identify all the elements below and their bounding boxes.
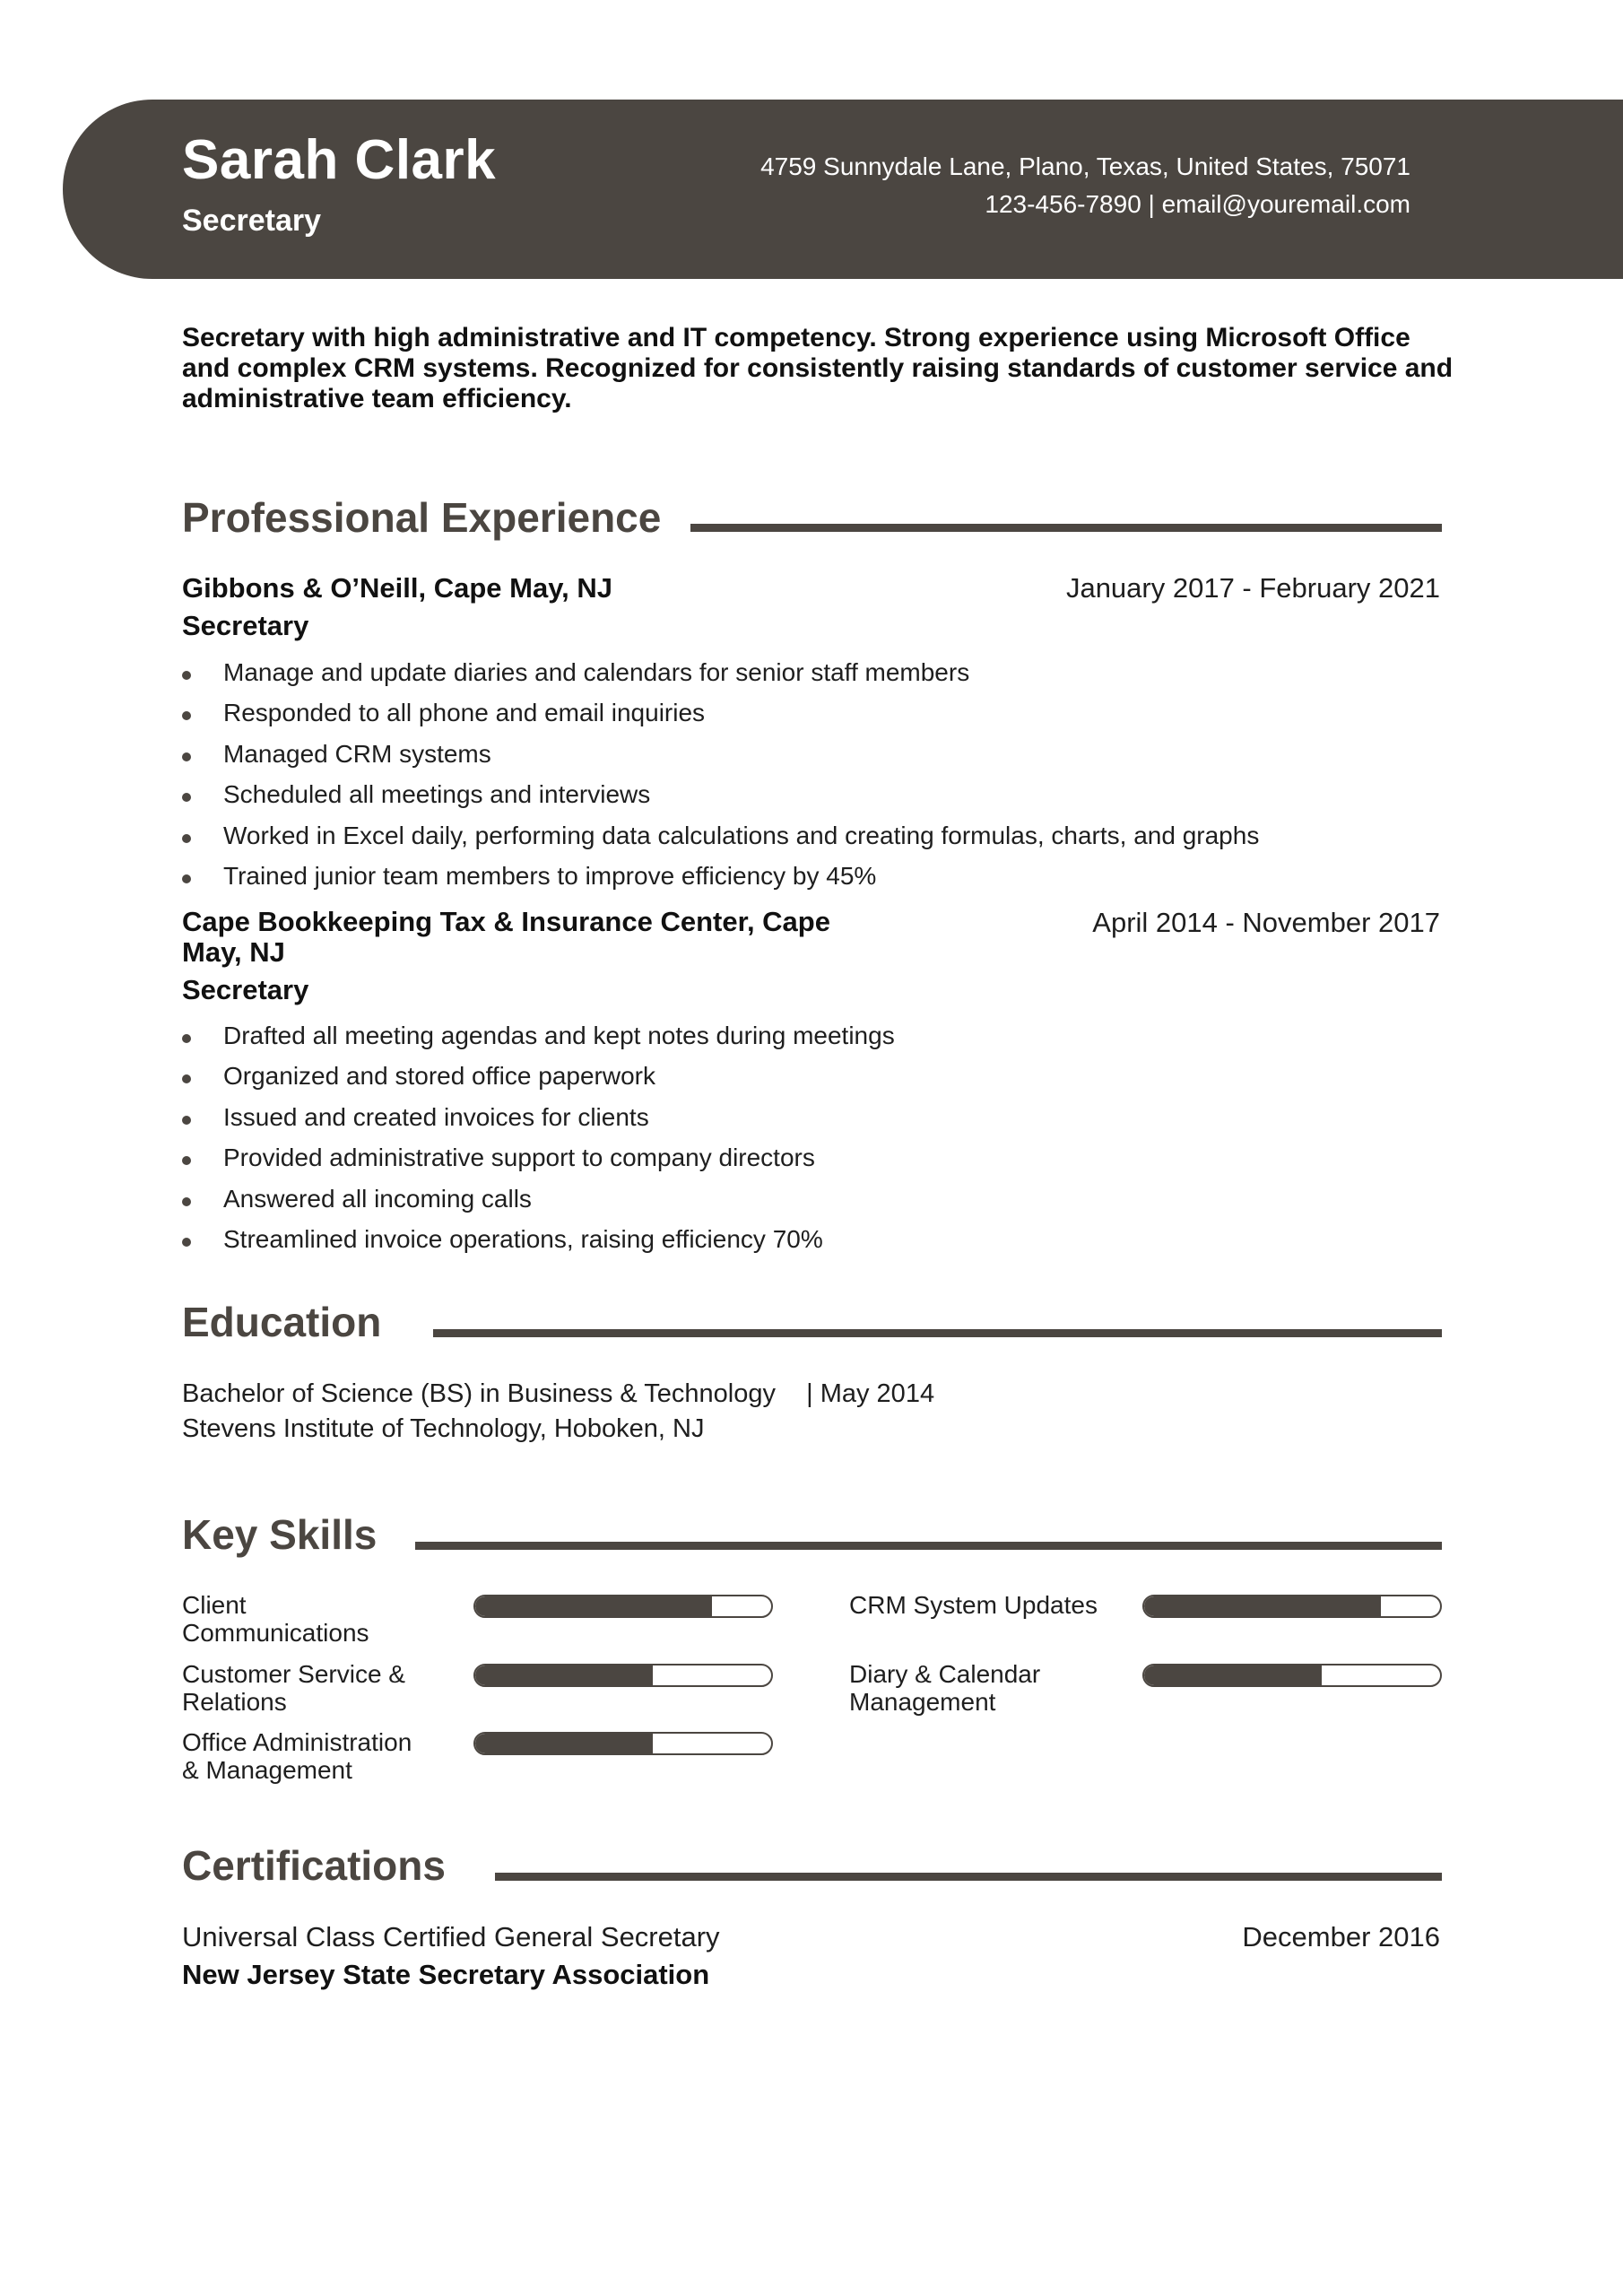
- bullet-icon: [182, 752, 191, 761]
- job-2-company-line-1: Cape Bookkeeping Tax & Insurance Center, Cape: [182, 906, 830, 937]
- bullet-icon: [182, 1034, 191, 1043]
- education-degree: Bachelor of Science (BS) in Business & Technology: [182, 1379, 776, 1408]
- skill-fill: [475, 1596, 712, 1616]
- email[interactable]: email@youremail.com: [1161, 190, 1410, 218]
- skill-fill: [475, 1734, 653, 1753]
- list-item: Manage and update diaries and calendars for senior staff members: [182, 657, 1259, 697]
- candidate-title: Secretary: [182, 204, 322, 238]
- skill-fill: [1144, 1665, 1322, 1685]
- list-item: Drafted all meeting agendas and kept notes during meetings: [182, 1020, 895, 1060]
- bullet-icon: [182, 874, 191, 883]
- bullet-icon: [182, 1238, 191, 1247]
- skill-bar-client-communications: [473, 1595, 773, 1618]
- skill-label-office-administration: Office Administration & Management: [182, 1728, 412, 1784]
- job-2-company-line-2: May, NJ: [182, 936, 285, 968]
- skill-bar-crm-system-updates: [1142, 1595, 1442, 1618]
- list-item: Answered all incoming calls: [182, 1183, 895, 1223]
- skill-fill: [475, 1665, 653, 1685]
- skill-label-crm-system-updates: CRM System Updates: [849, 1591, 1098, 1619]
- list-item: Trained junior team members to improve efficiency by 45%: [182, 860, 1259, 900]
- job-2-company: [182, 907, 830, 968]
- education-school: Stevens Institute of Technology, Hoboken, NJ: [182, 1414, 705, 1443]
- section-title-certifications: Certifications: [182, 1842, 446, 1889]
- job-2-role: Secretary: [182, 974, 309, 1005]
- list-item: Responded to all phone and email inquiries: [182, 697, 1259, 737]
- candidate-name: Sarah Clark: [182, 129, 497, 191]
- header-band: [63, 100, 1623, 279]
- phone: 123-456-7890: [985, 190, 1141, 218]
- skill-bar-customer-service: [473, 1664, 773, 1687]
- certification-name: Universal Class Certified General Secretary: [182, 1921, 720, 1952]
- job-1-dates: January 2017 - February 2021: [1065, 572, 1440, 604]
- bullet-icon: [182, 1156, 191, 1165]
- list-item: Managed CRM systems: [182, 738, 1259, 778]
- list-item: Scheduled all meetings and interviews: [182, 778, 1259, 819]
- certification-date: December 2016: [1242, 1921, 1440, 1952]
- bullet-icon: [182, 1116, 191, 1125]
- job-2-bullets: [182, 1020, 895, 1264]
- list-item: Organized and stored office paperwork: [182, 1060, 895, 1100]
- list-item: Worked in Excel daily, performing data calculations and creating formulas, charts, and graphs: [182, 820, 1259, 860]
- job-1-company: Gibbons & O’Neill, Cape May, NJ: [182, 572, 613, 604]
- section-rule-experience: [690, 524, 1442, 532]
- phone-email-line: [760, 186, 1410, 223]
- bullet-icon: [182, 793, 191, 802]
- bullet-icon: [182, 671, 191, 680]
- list-item: Provided administrative support to company directors: [182, 1142, 895, 1182]
- section-rule-education: [433, 1329, 1442, 1337]
- skill-bar-diary-calendar: [1142, 1664, 1442, 1687]
- skill-label-client-communications: Client Communications: [182, 1591, 369, 1647]
- skill-fill: [1144, 1596, 1381, 1616]
- bullet-icon: [182, 834, 191, 843]
- list-item: Streamlined invoice operations, raising efficiency 70%: [182, 1223, 895, 1264]
- job-1-role: Secretary: [182, 610, 309, 641]
- section-title-skills: Key Skills: [182, 1511, 378, 1558]
- section-rule-skills: [415, 1542, 1442, 1550]
- skill-label-diary-calendar: Diary & Calendar Management: [849, 1660, 1041, 1716]
- skill-label-customer-service: Customer Service & Relations: [182, 1660, 405, 1716]
- section-rule-certifications: [495, 1873, 1442, 1881]
- contact-separator: |: [1148, 190, 1155, 218]
- section-title-education: Education: [182, 1299, 382, 1345]
- summary: Secretary with high administrative and IT competency. Strong experience using Microsoft Office and complex CRM systems. Recognized for consistently raising standards of customer service and administrative team efficiency.: [182, 323, 1454, 413]
- address: 4759 Sunnydale Lane, Plano, Texas, United States, 75071: [760, 152, 1410, 180]
- education-date: | May 2014: [806, 1379, 935, 1408]
- job-1-bullets: [182, 657, 1259, 900]
- skill-bar-office-administration: [473, 1732, 773, 1755]
- job-2-dates: April 2014 - November 2017: [1092, 907, 1440, 938]
- contact-block: [760, 148, 1410, 223]
- section-title-experience: Professional Experience: [182, 494, 662, 541]
- education-block: [182, 1377, 934, 1447]
- list-item: Issued and created invoices for clients: [182, 1101, 895, 1142]
- bullet-icon: [182, 1074, 191, 1083]
- bullet-icon: [182, 1197, 191, 1206]
- bullet-icon: [182, 711, 191, 720]
- certification-organization: New Jersey State Secretary Association: [182, 1959, 710, 1990]
- education-degree-line: [182, 1377, 934, 1412]
